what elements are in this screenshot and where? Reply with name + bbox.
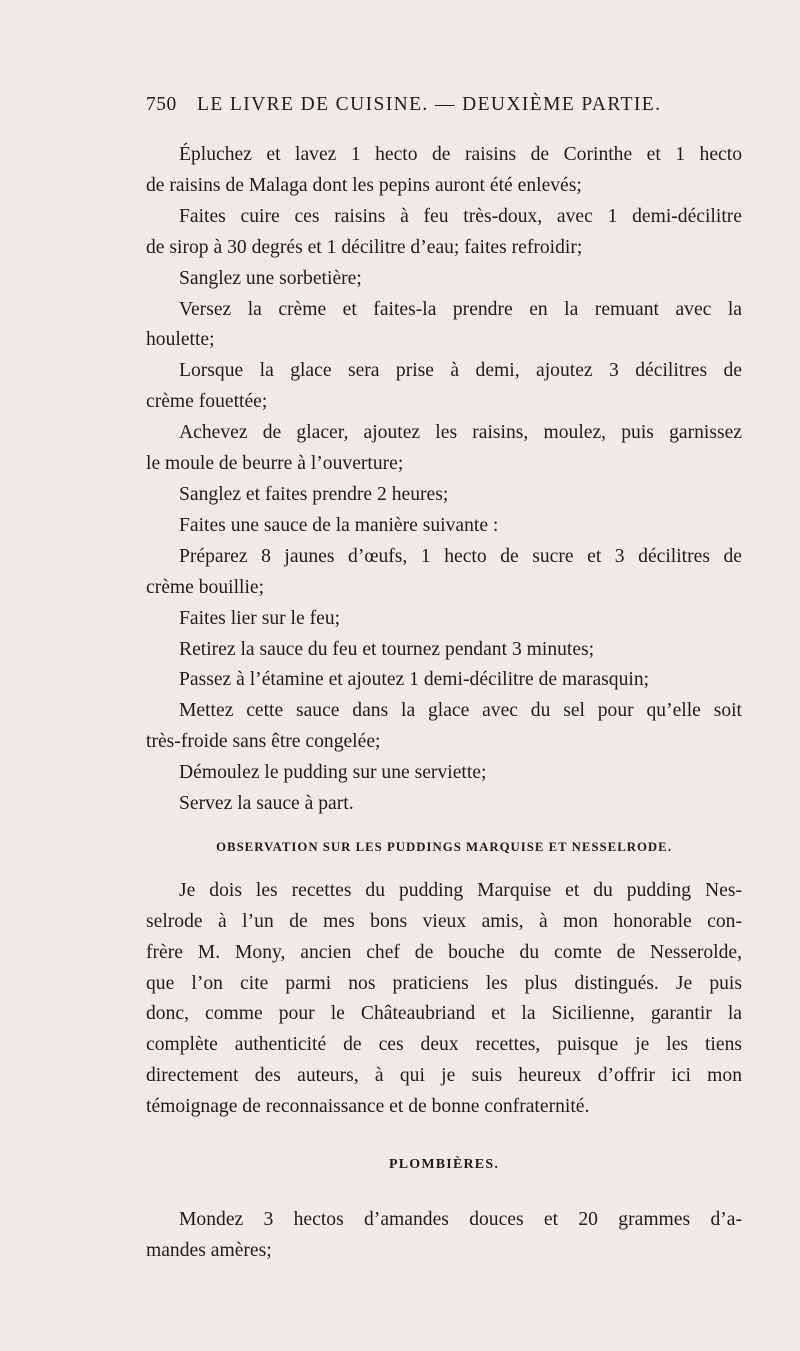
text-line: directement des auteurs, à qui je suis heureux d’offrir ici mon xyxy=(146,1065,742,1087)
text-line: que l’on cite parmi nos praticiens les plus distingués. Je puis xyxy=(146,972,742,994)
text-line: houlette; xyxy=(146,329,215,351)
text-line: frère M. Mony, ancien chef de bouche du comte de Nesserolde, xyxy=(146,941,742,963)
text-line: le moule de beurre à l’ouverture; xyxy=(146,453,404,475)
text-line: Faites cuire ces raisins à feu très-doux, avec 1 demi-décilitre xyxy=(179,205,742,227)
text-line: selrode à l’un de mes bons vieux amis, à mon honorable con- xyxy=(146,910,742,932)
running-header xyxy=(146,94,686,116)
text-line: Préparez 8 jaunes d’œufs, 1 hecto de sucre et 3 décilitres de xyxy=(179,545,742,567)
running-title: LE LIVRE DE CUISINE. — DEUXIÈME PARTIE. xyxy=(197,94,662,115)
text-line: mandes amères; xyxy=(146,1239,272,1261)
text-line: Retirez la sauce du feu et tournez pendant 3 minutes; xyxy=(179,638,595,660)
text-line: Démoulez le pudding sur une serviette; xyxy=(179,762,487,784)
text-line: Sanglez une sorbetière; xyxy=(179,267,362,289)
text-line: Sanglez et faites prendre 2 heures; xyxy=(179,483,449,505)
text-line: Mettez cette sauce dans la glace avec du sel pour qu’elle soit xyxy=(179,700,742,722)
text-line: de sirop à 30 degrés et 1 décilitre d’eau; faites refroidir; xyxy=(146,236,583,258)
text-line: crème fouettée; xyxy=(146,391,268,413)
page-number: 750 xyxy=(146,94,177,115)
text-line: crème bouillie; xyxy=(146,576,265,598)
observation-caption: OBSERVATION SUR LES PUDDINGS MARQUISE ET NESSELRODE. xyxy=(216,839,672,854)
text-line: de raisins de Malaga dont les pepins auront été enlevés; xyxy=(146,174,582,196)
section-title-plombieres: PLOMBIÈRES. xyxy=(388,1157,500,1173)
text-line: Lorsque la glace sera prise à demi, ajoutez 3 décilitres de xyxy=(179,360,742,382)
text-line: Mondez 3 hectos d’amandes douces et 20 grammes d’a- xyxy=(179,1209,742,1230)
text-line: Servez la sauce à part. xyxy=(179,793,354,815)
text-line: Versez la crème et faites-la prendre en la remuant avec la xyxy=(179,298,742,320)
text-line: témoignage de reconnaissance et de bonne confraternité. xyxy=(146,1096,590,1118)
plombieres-paragraph xyxy=(146,1205,742,1267)
text-line: Achevez de glacer, ajoutez les raisins, moulez, puis garnissez xyxy=(179,422,742,444)
text-line: donc, comme pour le Châteaubriand et la Sicilienne, garantir la xyxy=(146,1003,742,1025)
text-line: Épluchez et lavez 1 hecto de raisins de Corinthe et 1 hecto xyxy=(179,144,742,165)
text-line: Faites lier sur le feu; xyxy=(179,607,341,629)
text-line: complète authenticité de ces deux recettes, puisque je les tiens xyxy=(146,1034,742,1056)
text-line: très-froide sans être congelée; xyxy=(146,731,381,753)
observation-paragraph xyxy=(146,876,742,1123)
recipe-steps xyxy=(146,140,742,820)
page-body xyxy=(146,140,742,1267)
text-line: Je dois les recettes du pudding Marquise et du pudding Nes- xyxy=(179,879,742,901)
text-line: Faites une sauce de la manière suivante : xyxy=(179,514,499,536)
text-line: Passez à l’étamine et ajoutez 1 demi-décilitre de marasquin; xyxy=(179,669,650,691)
